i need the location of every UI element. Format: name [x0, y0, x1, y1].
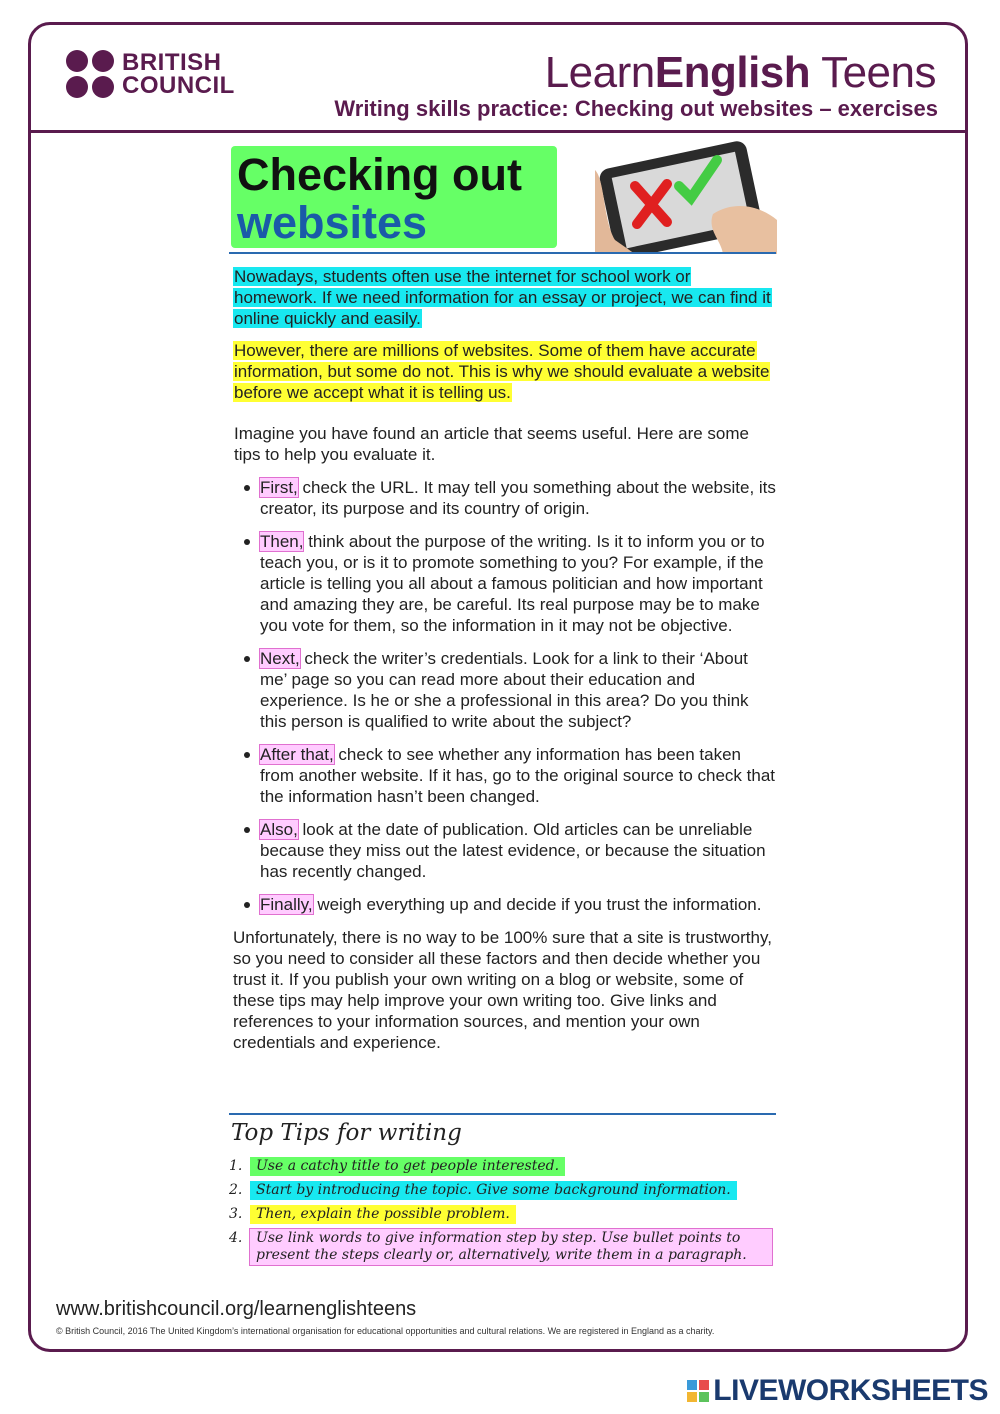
bullet-icon [244, 656, 250, 662]
liveworksheets-wordmark: LIVEWORKSHEETS [713, 1374, 988, 1407]
linker-word: First, [260, 478, 298, 497]
brand-teens: Teens [810, 48, 936, 97]
liveworksheets-grid-icon [687, 1380, 709, 1402]
tip-item: 2. Start by introducing the topic. Give some background information. [229, 1181, 789, 1200]
linker-word: After that, [260, 745, 334, 764]
brand-left-line2: COUNCIL [122, 72, 235, 99]
page-subtitle: Writing skills practice: Checking out websites – exercises [334, 96, 938, 121]
intro-paragraph: Imagine you have found an article that seems useful. Here are some tips to help you evaluate it. [234, 424, 750, 464]
brand-english: English [654, 48, 811, 97]
list-item: After that, check to see whether any information has been taken from another website. If it has, go to the original source to check that the information hasn’t been changed. [233, 744, 778, 807]
linker-word: Next, [260, 649, 300, 668]
linker-word: Finally, [260, 895, 313, 914]
page-title-line1: Checking out [237, 149, 523, 200]
list-item: Then, think about the purpose of the writing. Is it to inform you or to teach you, or is it to promote something to you? For example, if the article is telling you all about a famous politician and how important and amazing they are, be careful. Its real purpose may be to make you vote for them, so the information in it may not be objective. [233, 531, 778, 636]
footer-copyright: © British Council, 2016 The United Kingdom’s international organisation for educational opportunities and cultural relations. We are registered in England as a charity. [56, 1326, 715, 1336]
list-item: First, check the URL. It may tell you something about the website, its creator, its purpose and its country of origin. [233, 477, 778, 519]
list-item: Also, look at the date of publication. Old articles can be unreliable because they miss out the latest evidence, or because the situation has recently changed. [233, 819, 778, 882]
bullet-icon [244, 827, 250, 833]
top-tips-heading: Top Tips for writing [231, 1120, 462, 1146]
liveworksheets-logo[interactable] [687, 1374, 988, 1408]
bullet-icon [244, 485, 250, 491]
title-underline [229, 252, 776, 254]
learnenglish-teens-logo[interactable] [545, 48, 936, 98]
tips-list [233, 477, 778, 915]
header-divider [31, 130, 968, 133]
page-title-line2: websites [237, 197, 428, 248]
british-council-dots-icon [66, 50, 114, 98]
linker-word: Then, [260, 532, 304, 551]
list-item: Finally, weigh everything up and decide if you trust the information. [233, 894, 778, 915]
conclusion-paragraph: Unfortunately, there is no way to be 100% sure that a site is trustworthy, so you need to consider all these factors and then decide whether you trust it. If you publish your own writing on a blog or website, some of these tips may help improve your own writing too. Give links and references to your information sources, and mention your own credentials and experience. [233, 928, 772, 1052]
tip-item: 3. Then, explain the possible problem. [229, 1205, 789, 1224]
footer-link[interactable]: www.britishcouncil.org/learnenglishteens [56, 1298, 417, 1320]
intro-paragraph: Nowadays, students often use the internet for school work or homework. If we need information for an essay or project, we can find it online quickly and easily. [234, 267, 771, 328]
bullet-icon [244, 902, 250, 908]
top-tips-list [229, 1157, 789, 1270]
british-council-logo[interactable] [66, 50, 235, 98]
title-banner [231, 146, 557, 248]
brand-left-line1: BRITISH [122, 49, 222, 76]
bullet-icon [244, 752, 250, 758]
article-body [233, 266, 778, 1064]
tips-divider [229, 1113, 776, 1115]
bullet-icon [244, 539, 250, 545]
tip-item: 1. Use a catchy title to get people interested. [229, 1157, 789, 1176]
brand-learn: Learn [544, 48, 655, 97]
intro-paragraph: However, there are millions of websites. Some of them have accurate information, but some do not. This is why we should evaluate a website before we accept what it is telling us. [234, 341, 770, 402]
linker-word: Also, [260, 820, 298, 839]
tablet-check-cross-illustration [595, 140, 777, 254]
list-item: Next, check the writer’s credentials. Look for a link to their ‘About me’ page so you can read more about their education and experience. Is he or she a professional in this area? Do you think this person is qualified to write about the subject? [233, 648, 778, 732]
tip-item: 4. Use link words to give information step by step. Use bullet points to present the steps clearly or, alternatively, write them in a paragraph. [229, 1229, 789, 1265]
